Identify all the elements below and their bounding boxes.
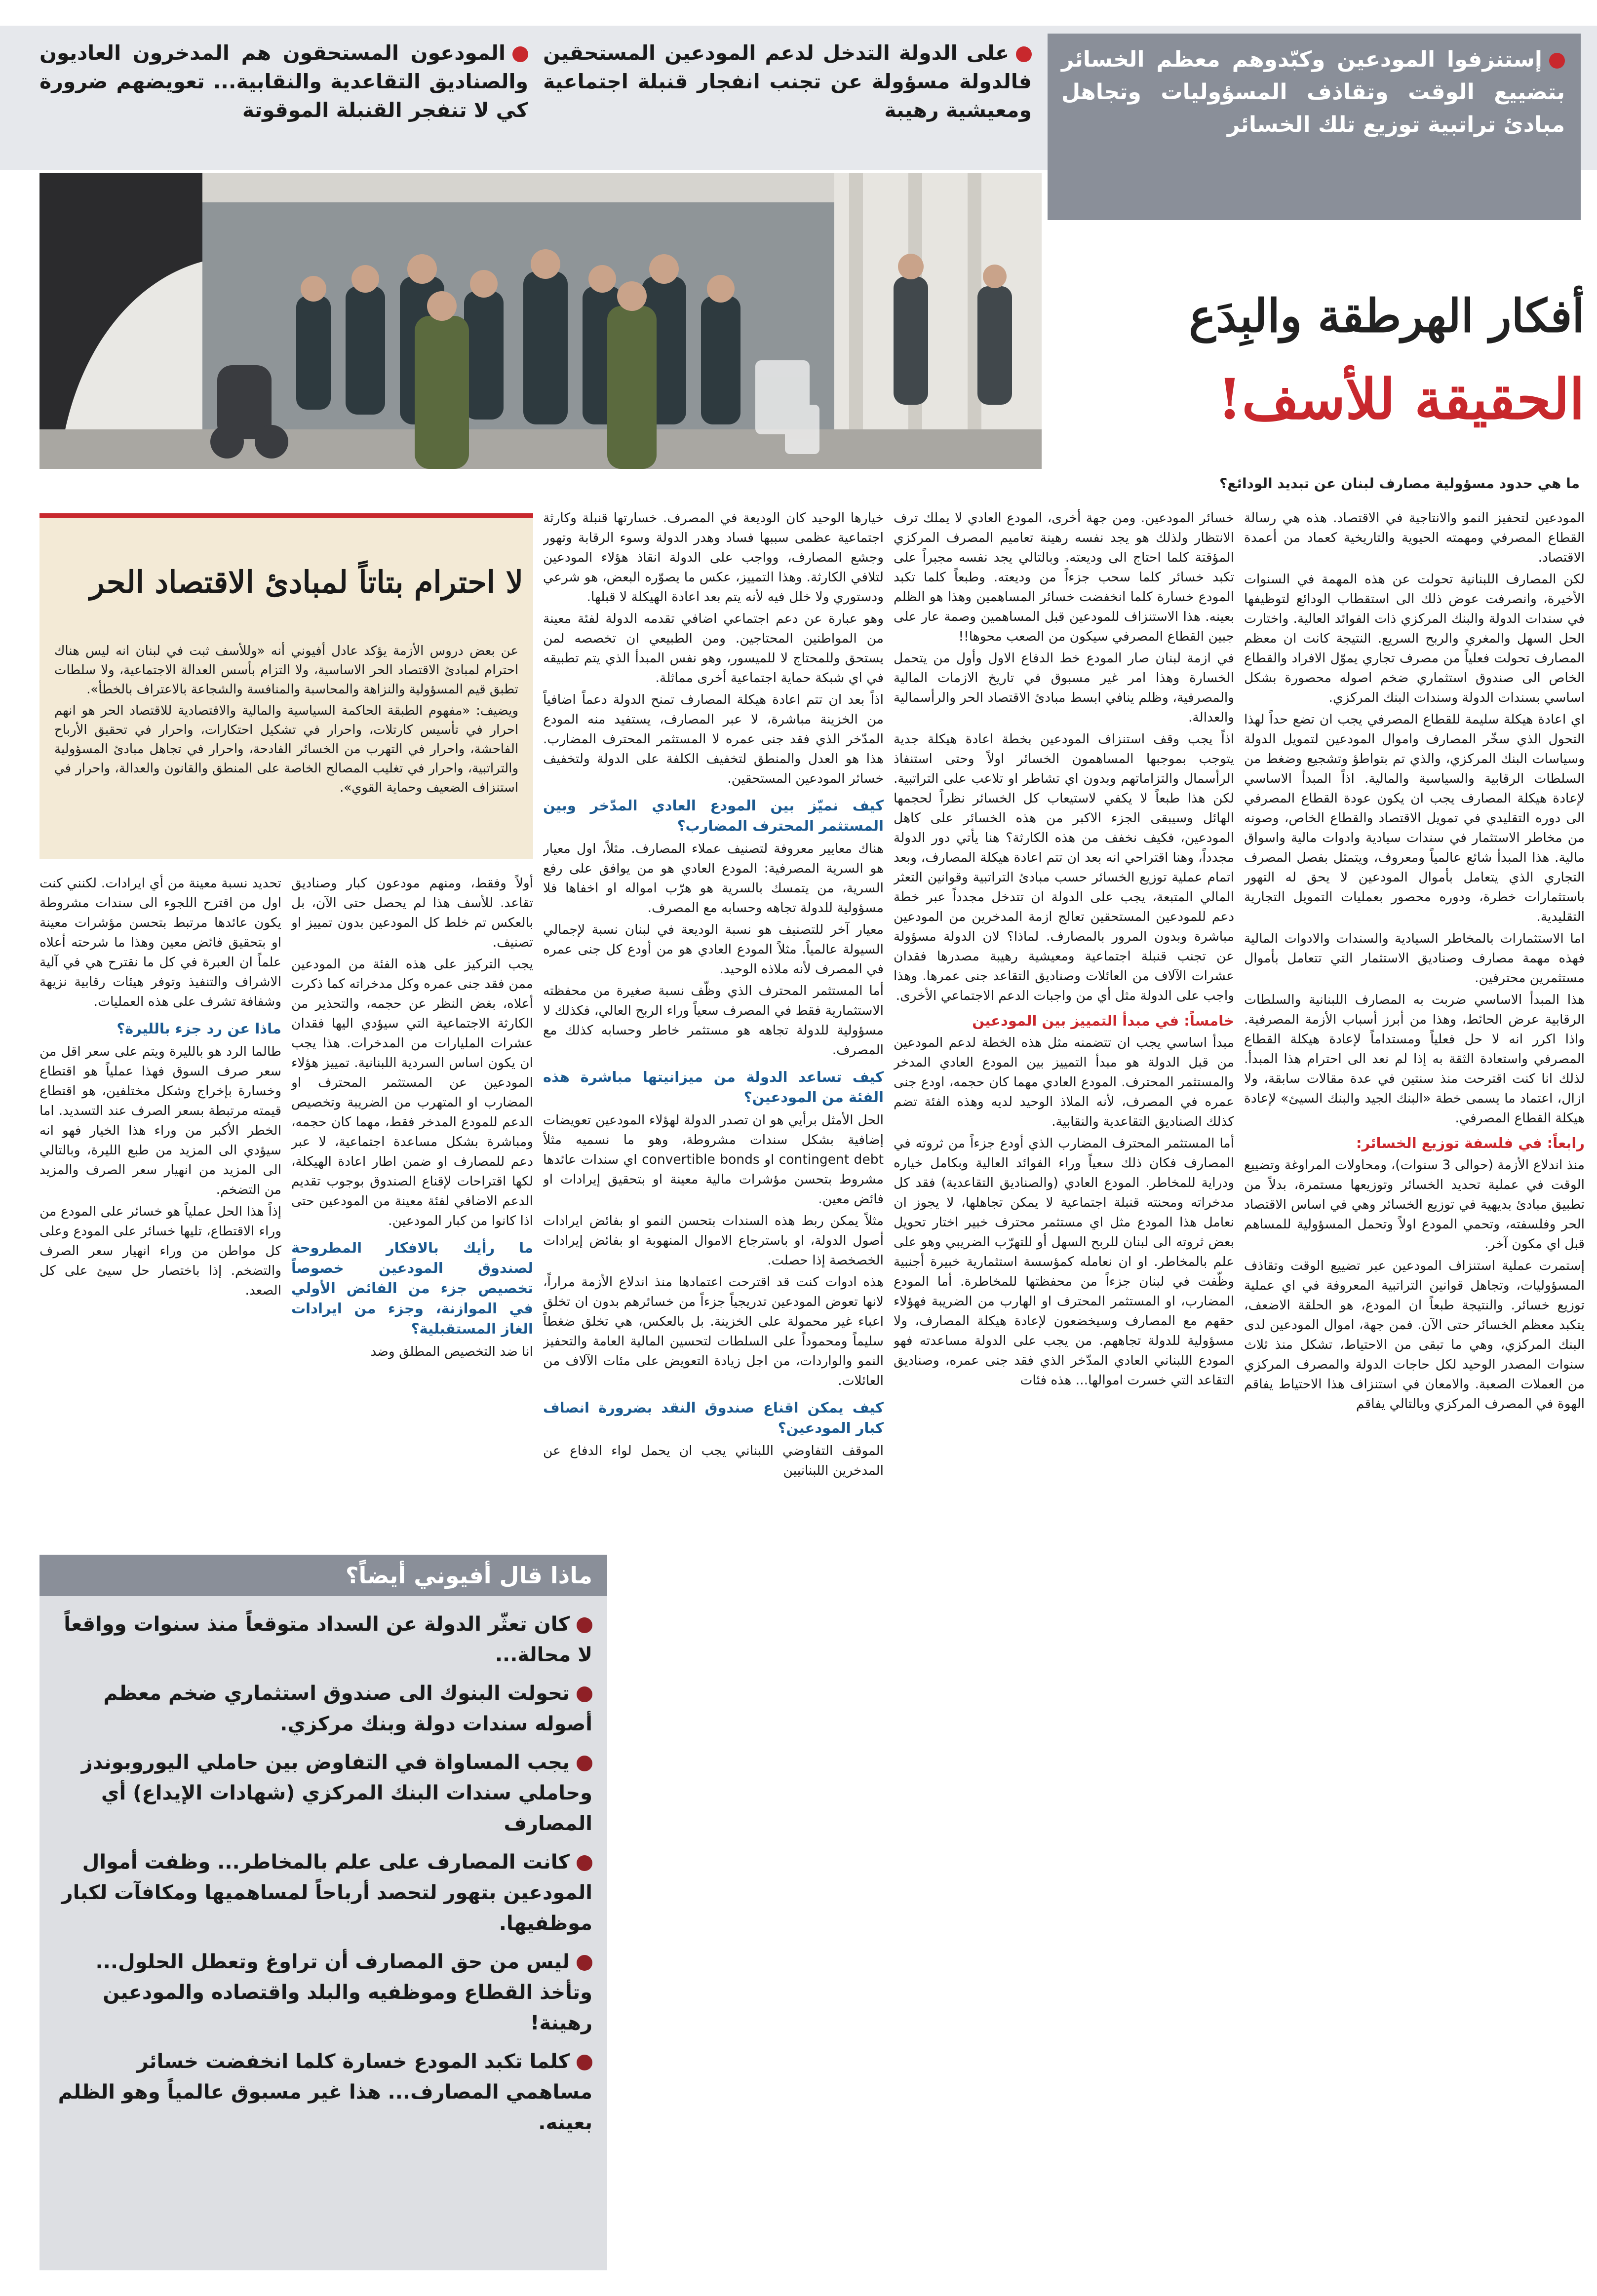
headline-line2: الحقيقة للأسف! bbox=[1217, 367, 1585, 432]
sidebar-list bbox=[54, 1609, 592, 2260]
paragraph: الحل الأمثل برأيي هو ان تصدر الدولة لهؤلاء المودعين تعويضات إضافية بشكل سندات مشروطة، وهو ما نسميه مثلاً contingent debt او convertible bonds اي سندات عائدها مشروط بتحسن مؤشرات مالية معينة او بتحقيق إيرادات او فائض معين. bbox=[543, 1112, 884, 1207]
paragraph: لكن المصارف اللبنانية تحولت عن هذه المهمة في السنوات الأخيرة، وانصرفت عوض ذلك الى استقطاب الودائع لتوظيفها في سندات الدولة والبنك المركزي ذات الفوائد العالية. واختارت الحل السهل والمغري والربح السريع. النتيجة كانت ان معظم المصارف تحولت فعلياً من مصرف تجاري يموّل الافراد والقطاع الخاص الى صندوق استثماري ضخم اصوله محصورة بشكل اساسي بسندات الدولة وسندات البنك المركزي. bbox=[1244, 572, 1585, 705]
quotes-sidebar bbox=[39, 1555, 607, 2270]
header-quote-middle: على الدولة التدخل لدعم المودعين المستحقين فالدولة مسؤولة عن تجنب انفجار قنبلة اجتماعية ومعيشية رهيبة bbox=[543, 41, 1032, 122]
paragraph: خيارها الوحيد كان الوديعة في المصرف. خسارتها قنبلة وكارثة اجتماعية عظمى سببها فساد وهدر الدولة وسوء الرقابة وتهور وجشع المصارف، وواجب على الدولة انقاذ هؤلاء المودعين لتلافي الكارثة. وهذا التمييز، عكس ما يصوّره البعض، هو شرعي ودستوري ولا خلل فيه لأنه يتم بعد اعادة الهيكلة لا قبلها. bbox=[543, 510, 884, 605]
paragraph: المودعين لتحفيز النمو والانتاجية في الاقتصاد. هذه هي رسالة القطاع المصرفي ومهمته الحيوية والتاريخية كعماد من أعمدة الاقتصاد. bbox=[1244, 510, 1585, 565]
news-photo bbox=[39, 173, 1042, 469]
paragraph: هذا المبدأ الاساسي ضربت به المصارف اللبنانية والسلطات الرقابية عرض الحائط، وهذا من أبرز أسباب الأزمة المصرفية. واذا اكرر انه لا حل فعلياً ومستداماً لإعادة هيكلة القطاع المصرفي واستعادة الثقة به إذا لم نعد الى احترام هذا المبدأ. لذلك انا كنت اقترحت منذ سنتين في عدة مقالات سابقة، ولا ازال، اعتماد ما يسمى خطة «البنك الجيد والبنك السيئ» لإعادة هيكلة القطاع المصرفي. bbox=[1244, 992, 1585, 1126]
paragraph: اما الاستثمارات بالمخاطر السيادية والسندات والادوات المالية فهذه مهمة مصارف وصناديق الاستثمار التي تتعامل بأموال مستثمرين محترفين. bbox=[1244, 931, 1585, 986]
sidebar-quote-item: كان تعثّر الدولة عن السداد متوقعاً منذ سنوات وواقعاً لا محالة... bbox=[64, 1613, 592, 1666]
sidebar-quote-item: ليس من حق المصارف أن تراوغ وتعطل الحلول... وتأخذ القطاع وموظفيه والبلد واقتصاده والمودعين رهينة! bbox=[95, 1951, 592, 2034]
section-heading: ما رأيك بالافكار المطروحة لصندوق المودعين خصوصاً تخصيص جزء من الفائض الأولي في الموازنة، وجزء من ايرادات الغاز المستقبلية؟ bbox=[291, 1239, 533, 1337]
headline-line1: أفكار الهرطقة والبِدَع bbox=[1189, 289, 1585, 343]
box-top-rule bbox=[39, 513, 533, 518]
bullet-icon bbox=[577, 1617, 592, 1633]
bullet-icon bbox=[577, 2055, 592, 2070]
paragraph: الموقف التفاوضي اللبناني يجب ان يحمل لواء الدفاع عن المدخرين اللبنانيين bbox=[543, 1443, 884, 1478]
sidebar-quote-item: يجب المساواة في التفاوض بين حاملي اليوروبوندز وحاملي سندات البنك المركزي (شهادات الإيداع) أي المصارف bbox=[81, 1751, 592, 1835]
sidebar-quote-item: تحولت البنوك الى صندوق استثماري ضخم معظم أصوله سندات دولة وبنك مركزي. bbox=[103, 1682, 592, 1735]
paragraph: ويضيف: «مفهوم الطبقة الحاكمة السياسية والمالية والاقتصادية للاقتصاد الحر هو انهم احرار في تأسيس كارتلات، واحرار في تشكيل احتكارات، واحرار في تحقيق الأرباح الفاحشة، واحرار في التهرب من الخسائر الفادحة، واحرار في تجاهل مبادئ المسؤولية والتراتبية، واحرار في تغليب المصالح الخاصة على المنطق والقانون والعدالة، واحرار في استنزاف الضعيف وحماية القوي». bbox=[54, 703, 518, 795]
sidebar-title: ماذا قال أفيوني أيضاً؟ bbox=[345, 1562, 592, 1589]
article-column-1 bbox=[1244, 508, 1585, 2270]
sidebar-quote-item: كانت المصارف على علم بالمخاطر... وظفت أموال المودعين بتهور لتحصد أرباحاً لمساهميها ومكافآت لكبار موظفيها. bbox=[61, 1851, 592, 1935]
paragraph: اذاً بعد ان تتم اعادة هيكلة المصارف تمنح الدولة دعماً اضافياً من الخزينة مباشرة، لا عبر المصارف، يستفيد منه المودع المدّخر الذي فقد جنى عمره لا المستثمر المحترف المضارب. هذا هو العدل والمنطق لتخفيف الكلفة على الدولة ولتخفيف خسائر المودعين المستحقين. bbox=[543, 692, 884, 786]
red-bullet-icon bbox=[1016, 46, 1032, 62]
paragraph: وهو عبارة عن دعم اجتماعي اضافي تقدمه الدولة لفئة معينة من المواطنين المحتاجين. ومن الطبيعي ان تخصصه لمن يستحق وللمحتاج لا للميسور، وهو نفس المبدأ الذي يتم تطبيقه في اي شبكة حماية اجتماعية أخرى مماثلة. bbox=[543, 611, 884, 686]
paragraph: إستمرت عملية استنزاف المودعين عبر تضييع الوقت وتقاذف المسؤوليات، وتجاهل قوانين التراتبية المعروفة في اي عملية توزيع خسائر. والنتيجة طبعاً ان المودع، هو الحلقة الاضعف، يتكبد معظم الخسائر حتى الآن. فمن جهة، اموال المودعين لدى البنك المركزي، وهي ما تبقى من الاحتياط، تشكل منذ ثلاث سنوات المصدر الوحيد لكل حاجات الدولة والمصرف المركزي من العملات الصعبة. والامعان في استنزاف هذا الاحتياط يفاقم الهوة في المصرف المركزي وبالتالي يفاقم bbox=[1244, 1258, 1585, 1412]
paragraph: أولاً وفقط، ومنهم مودعون كبار وصناديق تقاعد. للأسف هذا لم يحصل حتى الآن، بل بالعكس تم خلط كل المودعين بدون تمييز او تصنيف. bbox=[291, 876, 533, 950]
paragraph: هذه ادوات كنت قد اقترحت اعتمادها منذ اندلاع الأزمة مراراً، لانها تعوض المودعين تدريجياً جزءاً من خسائرهم بدون ان تخلق اعباء غير محمولة على الخزينة. بل بالعكس، هي تخلق ضغطاً سليماً ومحموداً على السلطات لتحسين المالية العامة والتحفيز النمو والواردات، من اجل زيادة التعويض على مئات الآلاف من العائلات. bbox=[543, 1274, 884, 1388]
red-bullet-icon bbox=[512, 46, 528, 62]
paragraph: مبدأ اساسي يجب ان تتضمنه مثل هذه الخطة لدعم المودعين من قبل الدولة هو مبدأ التمييز بين المودع العادي المدخر والمستثمر المحترف. المودع العادي مهما كان حجمه، اودع جنى عمره في المصرف، لأنه الملاذ الوحيد لديه وهذه الفئة تضم كذلك الصناديق التقاعدية والنقابية. bbox=[894, 1035, 1234, 1129]
bullet-icon bbox=[577, 1855, 592, 1871]
paragraph: عن بعض دروس الأزمة يؤكد عادل أفيوني أنه «وللأسف ثبت في لبنان انه ليس هناك احترام لمبادئ الاقتصاد الحر الاساسية، ولا التزام بأسس العدالة الاجتماعية، ولا سلطات تطبق قيم المسؤولية والنزاهة والمحاسبة والمنافسة والشجاعة بالاعتراف بالخطأ». bbox=[54, 644, 518, 697]
section-heading: ماذا عن رد جزء بالليرة؟ bbox=[117, 1020, 281, 1037]
paragraph: تحديد نسبة معينة من أي ايرادات. لكنني كنت اول من اقترح اللجوء الى سندات مشروطة يكون عائدها مرتبط بتحسن مؤشرات معينة او بتحقيق فائض معين وهذا ما شرحته أعلاه علماً ان العبرة في كل ما نقترح هي في آلية الاشراف والتنفيذ وتوفر هيئات رقابية نزيهة وشفافة تشرف على هذه العمليات. bbox=[39, 876, 281, 1009]
bank-queue-photo bbox=[39, 173, 1042, 469]
paragraph: هناك معايير معروفة لتصنيف عملاء المصارف. مثلاً، اول معيار هو السرية المصرفية: المودع العادي هو من يوافق على رفع السرية، من يتمسك بالسرية هو هرّب امواله او اخفاها فلا مسؤولية للدولة تجاهه وحسابه مع المصرف. bbox=[543, 841, 884, 916]
box-body bbox=[54, 642, 518, 849]
article-column-5 bbox=[39, 874, 281, 1530]
paragraph: أما المستثمر المحترف الذي وظّف نسبة صغيرة من محفظته الاستثمارية فقط في المصرف سعياً وراء الربح العالي، فكذلك لا مسؤولية للدولة تجاهه هو مستثمر خاطر وحسابه كذلك مع المصرف. bbox=[543, 983, 884, 1058]
section-heading: خامساً: في مبدأ التمييز بين المودعين bbox=[972, 1012, 1234, 1029]
paragraph: منذ اندلاع الأزمة (حوالى 3 سنوات)، ومحاولات المراوغة وتضييع الوقت في عملية تحديد الخسائر وتوزيعها مستمرة، بدلاً من تطبيق مبادئ بديهية في توزيع الخسائر وهي في اساس الاقتصاد الحر وفلسفته، وتحمي المودع اولاً وتحمل المسؤولية للمساهم قبل اي مكون آخر. bbox=[1244, 1157, 1585, 1252]
paragraph: في ازمة لبنان صار المودع خط الدفاع الاول وأول من يتحمل الخسارة وهذا امر غير مسبوق في تاريخ الازمات المالية والمصرفية، وظلم ينافي ابسط مبادئ الاقتصاد الحر والرأسمالية والعدالة. bbox=[894, 651, 1234, 725]
bullet-icon bbox=[577, 1686, 592, 1702]
article-column-4 bbox=[291, 874, 533, 1530]
header-quote-left: المودعون المستحقون هم المدخرون العاديون والصناديق التقاعدية والنقابية... تعويضهم ضرورة كي لا تنفجر القنبلة الموقوتة bbox=[39, 41, 528, 122]
header-quote-right: إستنزفوا المودعين وكبّدوهم معظم الخسائر بتضييع الوقت وتقاذف المسؤوليات وتجاهل مبادئ تراتبية توزيع تلك الخسائر bbox=[1061, 47, 1565, 137]
section-heading: كيف تساعد الدولة من ميزانيتها مباشرة هذه الفئة من المودعين؟ bbox=[543, 1069, 884, 1106]
paragraph: معيار آخر للتصنيف هو نسبة الوديعة في لبنان نسبة لإجمالي السيولة عالمياً. مثلاً المودع العادي هو من أودع كل جنى عمره في المصرف لأنه ملاذه الوحيد. bbox=[543, 922, 884, 977]
paragraph: أما المستثمر المحترف المضارب الذي أودع جزءاً من ثروته في المصارف فكان ذلك سعياً وراء الفوائد العالية وبكامل خياره ودراية للمخاطر. المودع العادي (والصناديق التقاعدية) فقد كل مدخراته ومحنته قنبلة اجتماعية لا يمكن تجاهلها، لا يجوز ان نعامل هذا المودع مثل اي مستثمر محترف خبير اختار تحويل بعض ثروته الى لبنان للربح السهل أو للتهرّب الضريبي وهو على علم بالمخاطر. او ان نعامله كمؤسسة استثمارية خبيرة أجنبية وظّفت في لبنان جزءاً من محفظتها للمخاطرة. أما المودع المضارب، او المستثمر المحترف او الهارب من الضريبة فهؤلاء حقهم مع المصارف وسيخضعون لإعادة هيكلة المصارف، ولا مسؤولية للدولة تجاههم. من يجب على الدولة مساعدته فهو المودع اللبناني العادي المدّخر الذي فقد جنى عمره، وصناديق التقاعد التي خسرت اموالها... هذه فئات bbox=[894, 1136, 1234, 1388]
red-bullet-icon bbox=[1549, 53, 1565, 69]
paragraph: انا ضد التخصيص المطلق وضد bbox=[370, 1344, 533, 1359]
sidebar-quote-item: كلما تكبد المودع خسارة كلما انخفضت خسائر مساهمي المصارف... هذا غير مسبوق عالمياً وهو الظلم بعينه. bbox=[58, 2050, 592, 2134]
photo-caption: ما هي حدود مسؤولية مصارف لبنان عن تبديد الودائع؟ bbox=[1219, 475, 1580, 492]
bullet-icon bbox=[577, 1955, 592, 1971]
paragraph: طالما الرد هو بالليرة ويتم على سعر اقل من سعر صرف السوق فهذا عملياً هو اقتطاع وخسارة بإخراج وشكل مختلفين، هو اقتطاع قيمته مرتبطة بسعر الصرف عند التسديد. اما الخطر الأكبر من وراء هذا الخيار فهو انه سيؤدي الى المزيد من طبع الليرة، وبالتالي الى المزيد من انهيار سعر الصرف والمزيد من التضخم. bbox=[39, 1044, 281, 1197]
paragraph: يجب التركيز على هذه الفئة من المودعين ممن فقد جنى عمره وكل مدخراته كما ذكرت أعلاه، بغض النظر عن حجمه، والتحذير من الكارثة الاجتماعية التي سيؤدي اليها فقدان عشرات المليارات من المدخرات. هذا يجب ان يكون اساس السردية اللبنانية. تمييز هؤلاء المودعين عن المستثمر المحترف او المضارب او المتهرب من الضريبة وتخصيص الدعم للمودع المدخر فقط، مهما كان حجمه، ومباشرة بشكل مساعدة اجتماعية، لا عبر دعم للمصارف او ضمن اطار اعادة الهيكلة، لكها اقتراحات لإقناع الصندوق بوجوب تقديم الدعم الاضافي لفئة معينة من المودعين حتى اذا كانوا من كبار المودعين. bbox=[291, 957, 533, 1228]
free-economy-box bbox=[39, 513, 533, 859]
paragraph: إذاً هذا الحل عملياً هو خسائر على المودع من وراء الاقتطاع، تليها خسائر على المودع وعلى كل مواطن من وراء انهيار سعر الصرف والتضخم. إذا باختصار حل سيئ على كل الصعد. bbox=[39, 1204, 281, 1298]
paragraph: خسائر المودعين. ومن جهة أخرى، المودع العادي لا يملك ترف الانتظار ولذلك هو يجد نفسه رهينة تعاميم المصرف المركزي المؤقتة كلما احتاج الى وديعته. وبالتالي يجد نفسه مجبراً على تكبد خسائر كلما سحب جزءاً من وديعته. وطبعاً كلما تكبد المودع خسارة كلما انخفضت خسائر المساهمين وهذا هو الظلم بعينه. هذا الاستنزاف للمودعين قبل المساهمين وصمة عار على جبين القطاع المصرفي سيكون من الصعب محوها!! bbox=[894, 510, 1234, 644]
article-column-2 bbox=[894, 508, 1234, 2270]
section-heading: كيف يمكن اقناع صندوق النقد بضرورة انصاف كبار المودعين؟ bbox=[543, 1399, 884, 1436]
paragraph: اذاً يجب وقف استنزاف المودعين بخطة اعادة هيكلة جدية يتوجب بموجبها المساهمون الخسائر اولاً وحتى استنفاذ الرأسمال والتزاماتهم وبدون اي تشاطر او تلاعب على التراتبية. لكن هذا طبعاً لا يكفي لاستيعاب كل الخسائر نظراً لحجمها الهائل وسيبقى الجزء الاكبر من هذه الخسائر على كاهل المودعين، فكيف نخفف من هذه الكارثة؟ هنا يأتي دور الدولة مجدداً، وهنا اقتراحي انه بعد ان تتم اعادة هيكلة المصارف، وبعد اتمام عملية توزيع الخسائر حسب مبادئ التراتبية وقوانين التعثر المالي المتبعة، يجب على الدولة ان تتدخل مجدداً عبر خطة دعم للمودعين المستحقين تعالج ازمة المدخرين من المودعين مباشرة وبدون المرور بالمصارف. لماذا؟ لان الدولة مسؤولة عن تجنب قنبلة اجتماعية ومعيشية رهيبة مصدرها فقدان عشرات الآلاف من العائلات وصناديق التقاعد جنى عمرها. وهذا واجب على الدولة مثل أي من واجبات الدعم الاجتماعي الأخرى. bbox=[894, 731, 1234, 1003]
bullet-icon bbox=[577, 1756, 592, 1771]
section-heading: رابعاً: في فلسفة توزيع الخسائر: bbox=[1356, 1135, 1585, 1151]
paragraph: اي اعادة هيكلة سليمة للقطاع المصرفي يجب ان تضع حداً لهذا التحول الذي سخّر المصارف واموال المودعين لتمويل الدولة وسياسات البنك المركزي، والذي تم بتواطؤ وتشجيع وضغط من السلطات الرقابية والسياسية والمالية. اذاً المبدأ الاساسي لإعادة هيكلة المصارف يجب ان يكون عودة القطاع المصرفي الى دوره التقليدي في تمويل الاقتصاد والقطاع الخاص، وصونه من مخاطر الاستثمار في سندات سيادية وادوات مالية واسواق مالية. هذا المبدأ شائع عالمياً ومعروف، ويتمثل بفصل المصرف التجاري الذي يتعامل بأموال المودعين لا يحق له التهور باستثمارات خطرة، ودوره محصور بعمليات التمويل التجارية التقليدية. bbox=[1244, 712, 1585, 924]
section-heading: كيف نميّز بين المودع العادي المدّخر وبين المستثمر المحترف المضارب؟ bbox=[543, 797, 884, 834]
paragraph: مثلاً يمكن ربط هذه السندات بتحسن النمو او بفائض ايرادات أصول الدولة، او باسترجاع الاموال المنهوبة او بفائض إيرادات الخصخصة إذا حصلت. bbox=[543, 1213, 884, 1268]
box-title: لا احترام بتاتاً لمبادئ الاقتصاد الحر bbox=[89, 564, 523, 600]
